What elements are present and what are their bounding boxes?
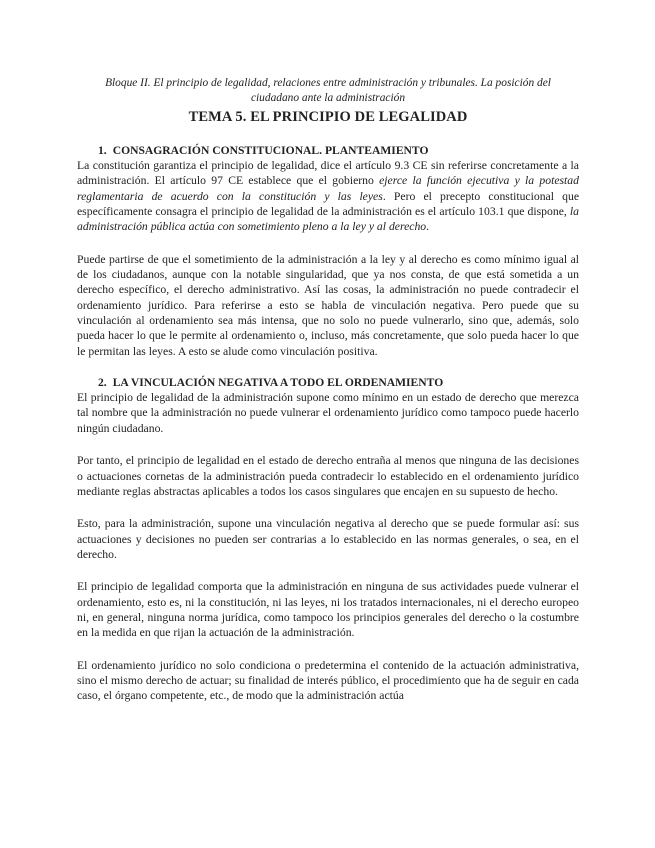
section-1-paragraph-1 (77, 158, 579, 235)
section-2-paragraph-1: El principio de legalidad de la administración supone como mínimo en un estado de derecho que merezca tal nombre que la administración no puede vulnerar el ordenamiento jurídico como tampoco puede hacerlo ningún ciudadano. (77, 391, 579, 435)
document-page (77, 76, 579, 704)
section-1-heading (77, 143, 579, 158)
section-2-number: 2. (98, 376, 107, 390)
section-2-heading (77, 375, 579, 390)
text-run: . (426, 220, 430, 234)
section-2-paragraph-3: Esto, para la administración, supone una vinculación negativa al derecho que se puede formular así: sus actuaciones y decisiones no pueden ser contrarias a lo establecido en las normas generales, o sea, en el derecho. (77, 517, 579, 561)
document-title: TEMA 5. EL PRINCIPIO DE LEGALIDAD (188, 109, 468, 125)
section-2-paragraph-2: Por tanto, el principio de legalidad en el estado de derecho entraña al menos que ninguna de las decisiones o actuaciones cornetas de la administración pueda contradecir lo establecido en el ordenamiento jurídico mediante reglas abstractas aplicables a todos los casos singulares que encajen en su supuesto de hecho. (77, 454, 579, 498)
section-1-paragraph-2: Puede partirse de que el sometimiento de la administración a la ley y al derecho es como mínimo igual al de los ciudadanos, aunque con la notable singularidad, que ya nos consta, de que está sometida a un derecho específico, el derecho administrativo. Así las cosas, la administración no puede contradecir el ordenamiento jurídico. Para referirse a esto se habla de vinculación negativa. Pero puede que su vinculación al ordenamiento sea más intensa, que no solo no puede vulnerarlo, sino que, además, solo pueda hacer lo que le permite al ordenamiento o, incluso, más concretamente, que solo pueda hacer lo que le permitan las leyes. A esto se alude como vinculación positiva. (77, 252, 579, 358)
section-1-title: CONSAGRACIÓN CONSTITUCIONAL. PLANTEAMIENTO (112, 144, 429, 157)
subtitle-line-1: Bloque II. El principio de legalidad, relaciones entre administración y tribunales. La posición del (105, 77, 551, 89)
section-2-title: LA VINCULACIÓN NEGATIVA A TODO EL ORDENAMIENTO (112, 376, 444, 390)
section-1-number: 1. (98, 144, 107, 157)
text-run: . Pero el precepto constitucional que específicamente consagra el principio de legalidad de la administración es el artículo 103.1 que dispone, (77, 189, 580, 219)
subtitle-line-2: ciudadano ante la administración (250, 92, 406, 104)
section-2-paragraph-4: El principio de legalidad comporta que la administración en ninguna de sus actividades puede vulnerar el ordenamiento, esto es, ni la constitución, ni las leyes, ni los tratados internacionales, ni el derecho europeo ni, en general, ninguna norma jurídica, como tampoco los principios generales del derecho o la costumbre en la medida en que rijan la actuación de la administración. (77, 580, 579, 640)
document-subtitle (77, 76, 579, 106)
quote-97-ce: ejerce la función ejecutiva y la potestad reglamentaria de acuerdo con la constitución y las leyes (77, 174, 579, 203)
quote-103-1-ce: la administración pública actúa con sometimiento pleno a la ley y al derecho (77, 205, 579, 234)
text-run: La constitución garantiza el principio de legalidad, dice el artículo 9.3 CE sin referirse concretamente a la administración. El artículo 97 CE establece que el gobierno (77, 159, 579, 188)
section-2-paragraph-5: El ordenamiento jurídico no solo condiciona o predetermina el contenido de la actuación administrativa, sino el mismo derecho de actuar; su finalidad de interés público, el procedimiento que ha de seguir en cada caso, el órgano competente, etc., de modo que la administración actúa (77, 658, 579, 703)
